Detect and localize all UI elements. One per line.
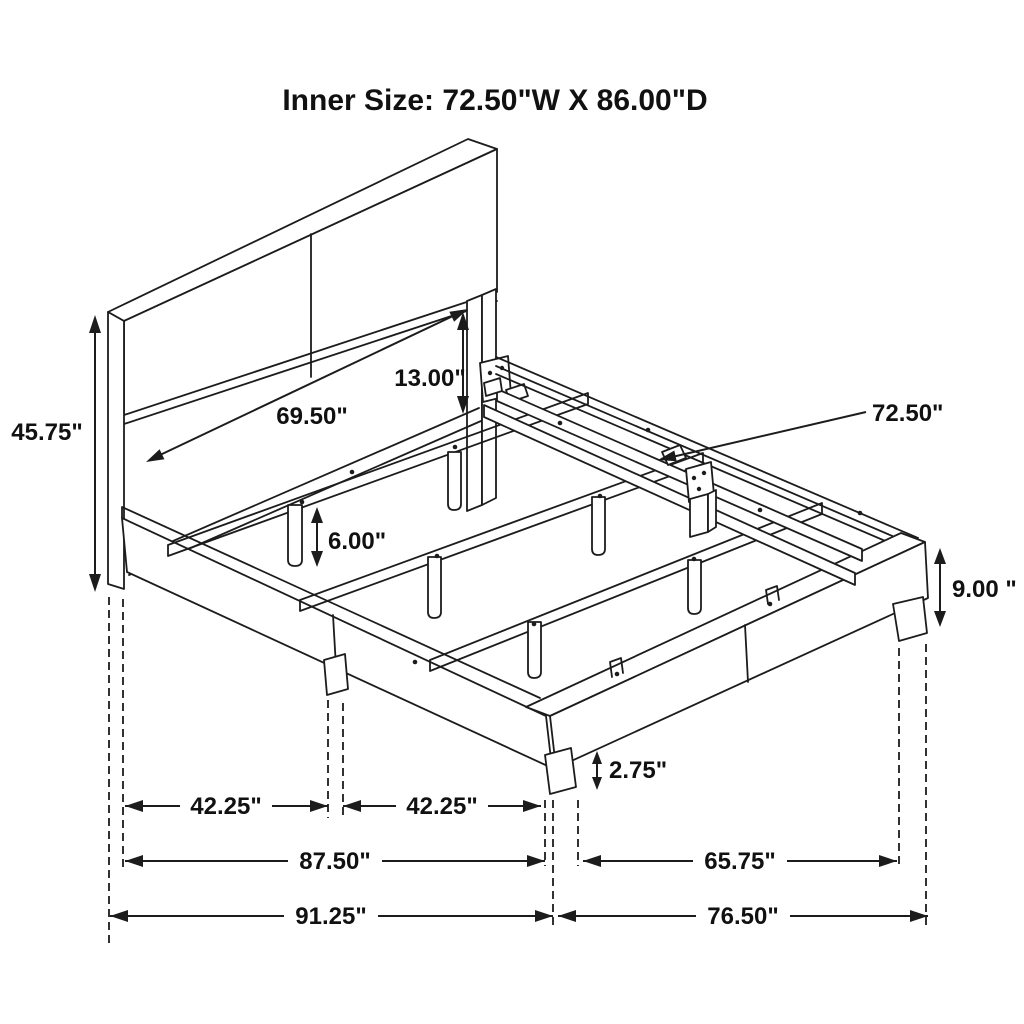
dim-leg-span-first-label: 42.25" (190, 793, 262, 820)
dim-center-rail-length (658, 400, 943, 461)
center-bracket-post (690, 494, 708, 537)
slat-3-leg-b (688, 560, 701, 614)
dim-front-leg-height (592, 751, 667, 790)
dim-panel-to-rail-label: 13.00" (394, 365, 466, 392)
slat-2-leg-a (428, 557, 441, 618)
dim-footboard-inner-span (583, 848, 897, 875)
dim-rail-height-label: 9.00 " (952, 576, 1017, 603)
headboard-right-post-front (467, 295, 482, 511)
foot-right-leg (893, 597, 927, 641)
page-title: Inner Size: 72.50"W X 86.00"D (282, 84, 708, 117)
dim-slat-leg-height (311, 507, 386, 567)
center-rails (484, 378, 862, 585)
bracket-hole (692, 476, 696, 480)
dim-footboard-inner-span-label: 65.75" (704, 848, 776, 875)
dim-side-rail-length-label: 87.50" (299, 848, 371, 875)
slat-1-leg-b (448, 452, 461, 510)
foot-left-leg (545, 748, 576, 794)
left-rail-front-face (122, 518, 552, 768)
dim-overall-width-label: 76.50" (707, 903, 779, 930)
dim-center-rail-label: 72.50" (872, 400, 944, 427)
footboard-front-face (550, 542, 928, 768)
dim-side-rail-length (125, 848, 545, 875)
head-rail-top-line (127, 408, 479, 561)
side-rails (122, 357, 918, 768)
slat-1-leg-a (288, 505, 302, 566)
mid-left-leg (324, 654, 348, 695)
slat-3-leg-a (528, 622, 541, 678)
center-rail-1 (497, 389, 862, 561)
headboard-left-post (108, 312, 124, 589)
dim-headboard-width-label: 69.50" (276, 403, 348, 430)
dim-leg-span-second (343, 793, 541, 820)
dim-overall-width (558, 903, 928, 930)
bracket-hole (488, 371, 492, 375)
dim-leg-span-first (125, 793, 328, 820)
center-bracket-post-side (708, 490, 716, 532)
dim-slat-leg-label: 6.00" (328, 528, 387, 555)
dim-leg-span-second-label: 42.25" (406, 793, 478, 820)
dim-panel-to-rail (394, 312, 469, 414)
footboard (526, 533, 928, 768)
dim-headboard-height (11, 315, 101, 592)
dim-overall-depth (110, 903, 553, 930)
dim-rail-height (934, 548, 1017, 627)
bracket-hole (702, 471, 706, 475)
bracket-hole (697, 487, 701, 491)
dim-overall-depth-label: 91.25" (295, 903, 367, 930)
slat-2-leg-b (592, 497, 605, 555)
dim-headboard-height-label: 45.75" (11, 419, 83, 446)
dim-front-leg-label: 2.75" (609, 757, 668, 784)
